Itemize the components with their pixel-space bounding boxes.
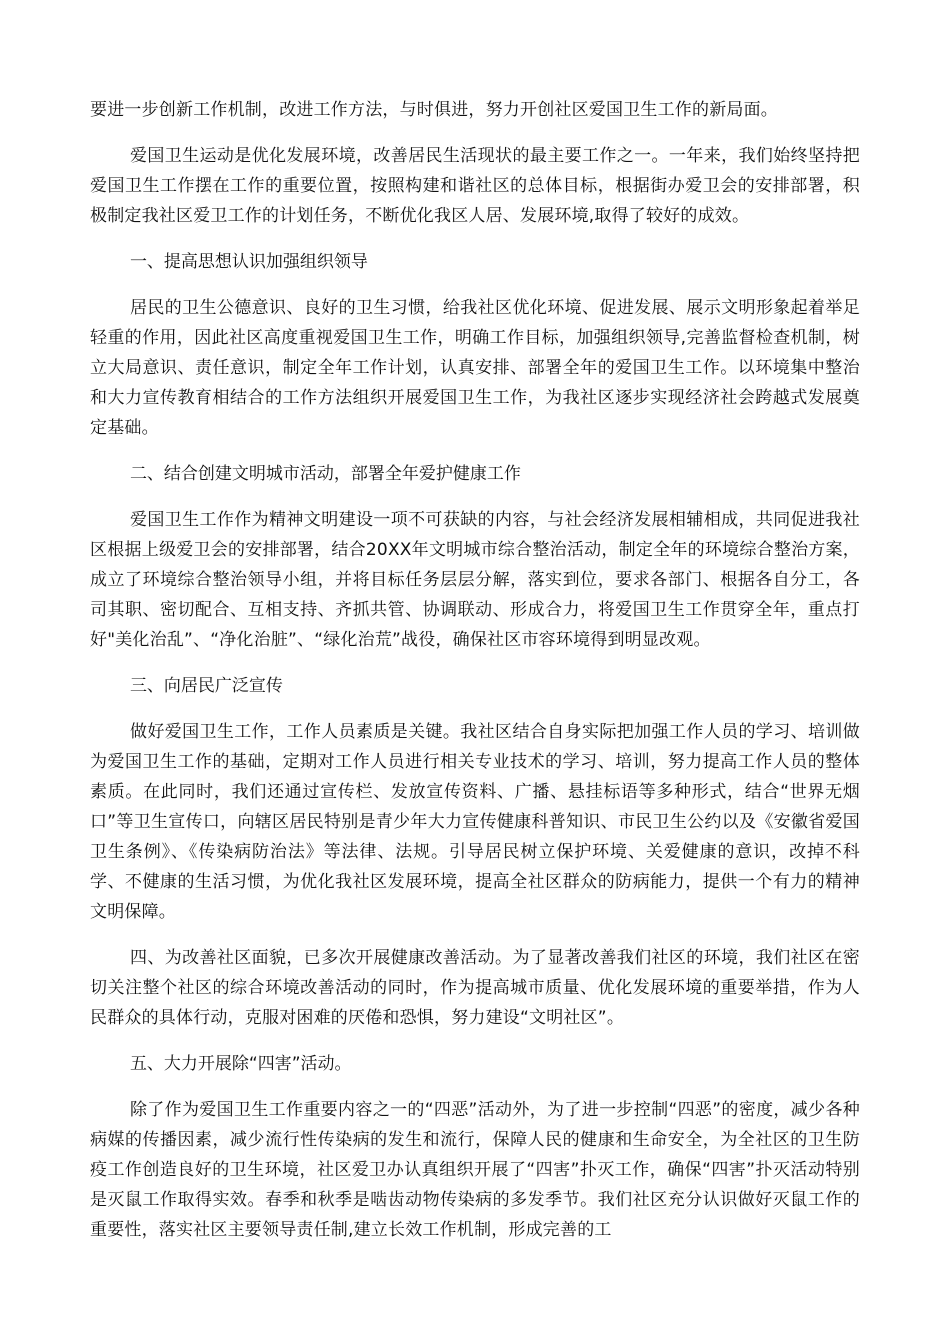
section-heading-1: 一、提高思想认识加强组织领导 — [129, 252, 368, 272]
paragraph-continuation: 要进一步创新工作机制，改进工作方法，与时俱进，努力开创社区爱国卫生工作的新局面。 — [90, 100, 778, 120]
section-heading-5: 五、大力开展除“四害”活动。 — [129, 1054, 352, 1074]
section-heading-2: 二、结合创建文明城市活动，部署全年爱护健康工作 — [129, 464, 521, 484]
paragraph-section-4: 四、为改善社区面貌，已多次开展健康改善活动。为了显著改善我们社区的环境，我们社区在密切关注整个社区的综合环境改善活动的同时，作为提高城市质量、优化发展环境的重要举措，作为人民群众的具体行动，克服对困难的厌倦和恐惧，努力建设“文明社区”。 — [90, 948, 860, 1028]
paragraph-section-3: 做好爱国卫生工作，工作人员素质是关键。我社区结合自身实际把加强工作人员的学习、培训做为爱国卫生工作的基础，定期对工作人员进行相关专业技术的学习、培训，努力提高工作人员的整体素质。在此同时，我们还通过宣传栏、发放宣传资料、广播、悬挂标语等多种形式，结合“世界无烟口”等卫生宣传口，向辖区居民特别是青少年大力宣传健康科普知识、市民卫生公约以及《安徽省爱国卫生条例》、《传染病防治法》等法律、法规。引导居民树立保护环境、关爱健康的意识，改掉不科学、不健康的生活习惯，为优化我社区发展环境，提高全社区群众的防病能力，提供一个有力的精神文明保障。 — [90, 722, 860, 922]
paragraph-section-2: 爱国卫生工作作为精神文明建设一项不可获缺的内容，与社会经济发展相辅相成，共同促进我社区根据上级爱卫会的安排部署，结合20XX年文明城市综合整治活动，制定全年的环境综合整治方案，成立了环境综合整治领导小组，并将目标任务层层分解，落实到位，要求各部门、根据各自分工，各司其职、密切配合、互相支持、齐抓共管、协调联动、形成合力，将爱国卫生工作贯穿全年，重点打好"美化治乱”、“净化治脏”、“绿化治荒”战役，确保社区市容环境得到明显改观。 — [90, 510, 860, 650]
paragraph-section-5: 除了作为爱国卫生工作重要内容之一的“四恶”活动外，为了进一步控制“四恶”的密度，减少各种病媒的传播因素，减少流行性传染病的发生和流行，保障人民的健康和生命安全，为全社区的卫生防疫工作创造良好的卫生环境，社区爱卫办认真组织开展了“四害”扑灭工作，确保“四害”扑灭活动特别是灭鼠工作取得实效。春季和秋季是啮齿动物传染病的多发季节。我们社区充分认识做好灭鼠工作的重要性，落实社区主要领导责任制,建立长效工作机制，形成完善的工 — [90, 1100, 860, 1240]
section-heading-3: 三、向居民广泛宣传 — [129, 676, 283, 696]
paragraph-intro: 爱国卫生运动是优化发展环境，改善居民生活现状的最主要工作之一。一年来，我们始终坚持把爱国卫生工作摆在工作的重要位置，按照构建和谐社区的总体目标，根据街办爱卫会的安排部署，积极制定我社区爱卫工作的计划任务，不断优化我区人居、发展环境,取得了较好的成效。 — [90, 146, 860, 226]
document-body — [90, 95, 860, 1245]
paragraph-section-1: 居民的卫生公德意识、良好的卫生习惯，给我社区优化环境、促进发展、展示文明形象起着举足轻重的作用，因此社区高度重视爱国卫生工作，明确工作目标，加强组织领导,完善监督检查机制，树立大局意识、责任意识，制定全年工作计划，认真安排、部署全年的爱国卫生工作。以环境集中整治和大力宣传教育相结合的工作方法组织开展爱国卫生工作，为我社区逐步实现经济社会跨越式发展奠定基础。 — [90, 298, 860, 438]
